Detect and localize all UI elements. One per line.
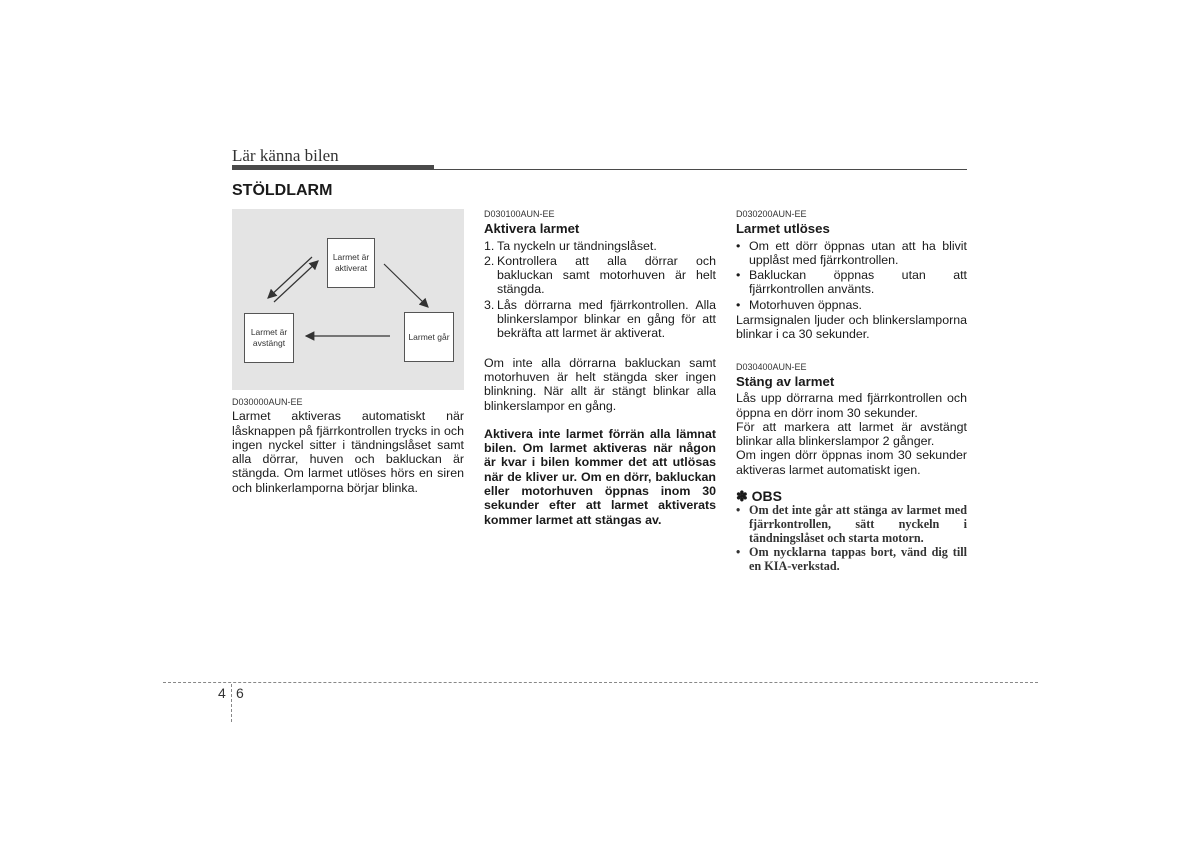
subheading-deactivate: Stäng av larmet [736, 373, 835, 389]
state-label-activated: Larmet är aktiverat [332, 252, 370, 273]
activate-steps [484, 239, 716, 341]
arrow-activated-to-off [268, 257, 312, 298]
footer-divider [231, 684, 232, 722]
page-number: 6 [236, 685, 244, 701]
deactivate-paragraph-1: Lås upp dörrarna med fjärrkontrollen och öppna en dörr inom 30 sekunder. [736, 391, 967, 420]
arrow-activated-to-triggered [384, 264, 428, 307]
activate-paragraph: Om inte alla dörrarna bakluckan samt motorhuven är helt stängda sker ingen blinkning. När allt är stängt blinkar alla blinkerslampor en gång. [484, 355, 716, 413]
subheading-triggered: Larmet utlöses [736, 221, 830, 237]
list-item: 2. Kontrollera att alla dörrar och bakluckan samt motorhuven är helt stängda. [484, 253, 716, 297]
alarm-state-diagram [232, 209, 464, 390]
list-item: • Om nycklarna tappas bort, vänd dig till en KIA-verkstad. [736, 544, 967, 573]
chapter-number: 4 [218, 685, 226, 701]
state-box-off [244, 313, 294, 363]
trigger-bullets [736, 239, 967, 312]
ref-code: D030100AUN-EE [484, 209, 555, 219]
intro-paragraph: Larmet aktiveras automatiskt när låsknappen på fjärrkontrollen trycks in och ingen nyckel sitter i tändningslåset samt alla dörrar, huven och bakluckan är stängda. Om larmet utlöses hörs en siren och blinkerlamporna börjar blinka. [232, 409, 464, 495]
section-title: STÖLDLARM [232, 182, 333, 199]
ref-code: D030200AUN-EE [736, 209, 807, 219]
trigger-paragraph: Larmsignalen ljuder och blinkerslamporna blinkar i ca 30 sekunder. [736, 313, 967, 342]
warning-paragraph: Aktivera inte larmet förrän alla lämnat bilen. Om larmet aktiveras när någon är kvar i bilen kommer det att utlösas när de kliver ur. Om en dörr, bakluckan eller motorhuven öppnas inom 30 sekunder efter att larmet aktiverats kommer larmet att stängas av. [484, 426, 716, 527]
state-box-triggered [404, 312, 454, 362]
state-box-activated [327, 238, 375, 288]
deactivate-paragraph-3: Om ingen dörr öppnas inom 30 sekunder aktiveras larmet automatiskt igen. [736, 448, 967, 477]
arrow-off-to-activated [274, 261, 318, 302]
header-rule-thin [232, 169, 967, 170]
list-item: • Om det inte går att stänga av larmet med fjärrkontrollen, sätt nyckeln i tändningslåset och starta motorn. [736, 503, 967, 545]
list-item: • Bakluckan öppnas utan att fjärrkontrollen använts. [736, 268, 967, 297]
ref-code: D030000AUN-EE [232, 397, 303, 407]
chapter-title: Lär känna bilen [232, 146, 339, 165]
list-item: • Om ett dörr öppnas utan att ha blivit upplåst med fjärrkontrollen. [736, 238, 967, 267]
footer-rule [163, 682, 1038, 683]
list-item: 1. Ta nyckeln ur tändningslåset. [484, 238, 657, 253]
state-label-triggered: Larmet går [408, 331, 450, 342]
subheading-activate: Aktivera larmet [484, 221, 580, 237]
ref-code: D030400AUN-EE [736, 361, 807, 372]
column-3 [736, 207, 967, 573]
deactivate-paragraph-2: För att markera att larmet är avstängt blinkar alla blinkerslampor 2 gånger. [736, 419, 967, 449]
obs-heading: ✽ OBS [736, 488, 782, 505]
list-item: 3. Lås dörrarna med fjärrkontrollen. Alla blinkerslampor blinkar en gång för att bekräfta att larmet är aktiverat. [484, 297, 716, 341]
column-1 [232, 395, 464, 495]
obs-list [736, 504, 967, 573]
list-item: • Motorhuven öppnas. [736, 297, 862, 312]
state-label-off: Larmet är avstängt [250, 327, 288, 348]
column-2 [484, 207, 716, 527]
